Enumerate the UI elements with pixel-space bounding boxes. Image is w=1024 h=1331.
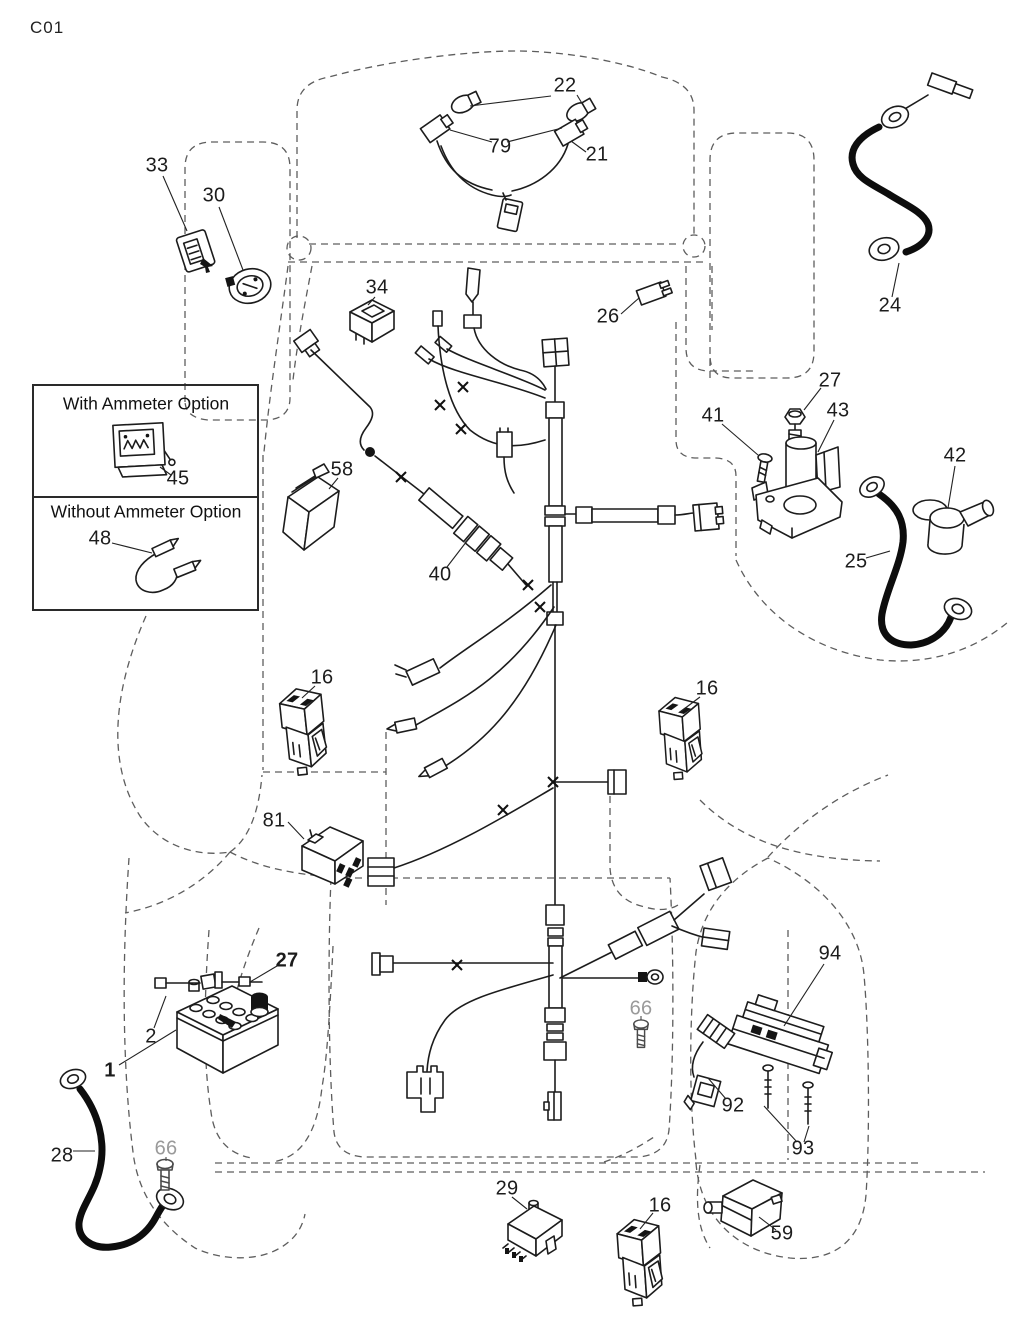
relay-58 <box>283 464 339 550</box>
part-label-40: 40 <box>428 563 452 586</box>
part-label-27-battery: 27 <box>275 949 299 972</box>
ammeter-drawing <box>113 422 176 477</box>
part-label-22: 22 <box>553 74 577 97</box>
body-outlines <box>118 51 1008 1258</box>
part-label-34: 34 <box>365 276 389 299</box>
relay-81 <box>302 827 363 888</box>
diagram-code: C01 <box>30 18 65 37</box>
part-label-48: 48 <box>88 527 112 550</box>
part-label-27-solenoid: 27 <box>818 369 842 392</box>
ground-cable-24 <box>852 73 973 297</box>
plunger-switch-29 <box>503 1201 562 1263</box>
module-59 <box>704 1180 782 1236</box>
solenoid-43 <box>752 409 842 538</box>
part-label-16-left: 16 <box>310 666 334 689</box>
ignition-switch-30 <box>224 264 274 308</box>
part-label-59: 59 <box>770 1222 794 1245</box>
part-label-24: 24 <box>878 294 902 317</box>
part-label-66-center: 66 <box>629 997 653 1020</box>
part-label-33: 33 <box>145 154 169 177</box>
part-label-92: 92 <box>721 1094 745 1117</box>
part-label-45: 45 <box>166 467 190 490</box>
connector-16-left <box>278 686 329 776</box>
part-label-93: 93 <box>791 1137 815 1160</box>
connector-92 <box>683 1015 735 1116</box>
fuse-26 <box>636 280 672 305</box>
part-label-2: 2 <box>145 1025 157 1048</box>
part-label-21: 21 <box>585 143 609 166</box>
part-label-58: 58 <box>330 458 354 481</box>
part-label-81: 81 <box>262 809 286 832</box>
part-label-16-bottom: 16 <box>648 1194 672 1217</box>
part-label-79: 79 <box>488 135 512 158</box>
switch-34 <box>350 300 394 344</box>
connector-16-right <box>658 696 704 780</box>
jumper-wire-drawing <box>136 537 203 593</box>
part-label-94: 94 <box>818 942 842 965</box>
part-label-42: 42 <box>943 444 967 467</box>
module-94 <box>728 991 842 1076</box>
part-label-28: 28 <box>50 1144 74 1167</box>
screw-66-center <box>634 1020 648 1047</box>
battery-cable-25 <box>856 473 974 645</box>
battery-1 <box>155 972 278 1073</box>
part-label-26: 26 <box>596 305 620 328</box>
part-label-16-right: 16 <box>695 677 719 700</box>
screw-66-left <box>157 1160 173 1191</box>
terminal-boot-42 <box>913 499 995 554</box>
without-ammeter-caption: Without Ammeter Option <box>50 501 242 522</box>
with-ammeter-caption: With Ammeter Option <box>62 393 230 414</box>
part-label-30: 30 <box>202 184 226 207</box>
part-label-66-left: 66 <box>154 1137 178 1160</box>
main-harness <box>365 268 731 1120</box>
headlight-harness <box>420 90 596 232</box>
ground-cable-28 <box>58 1066 187 1247</box>
part-label-43: 43 <box>826 399 850 422</box>
part-label-29: 29 <box>495 1177 519 1200</box>
part-label-41: 41 <box>701 404 725 427</box>
connector-16-bottom <box>616 1218 664 1307</box>
part-label-1: 1 <box>104 1059 116 1082</box>
part-label-25: 25 <box>844 550 868 573</box>
option-box <box>33 385 258 610</box>
